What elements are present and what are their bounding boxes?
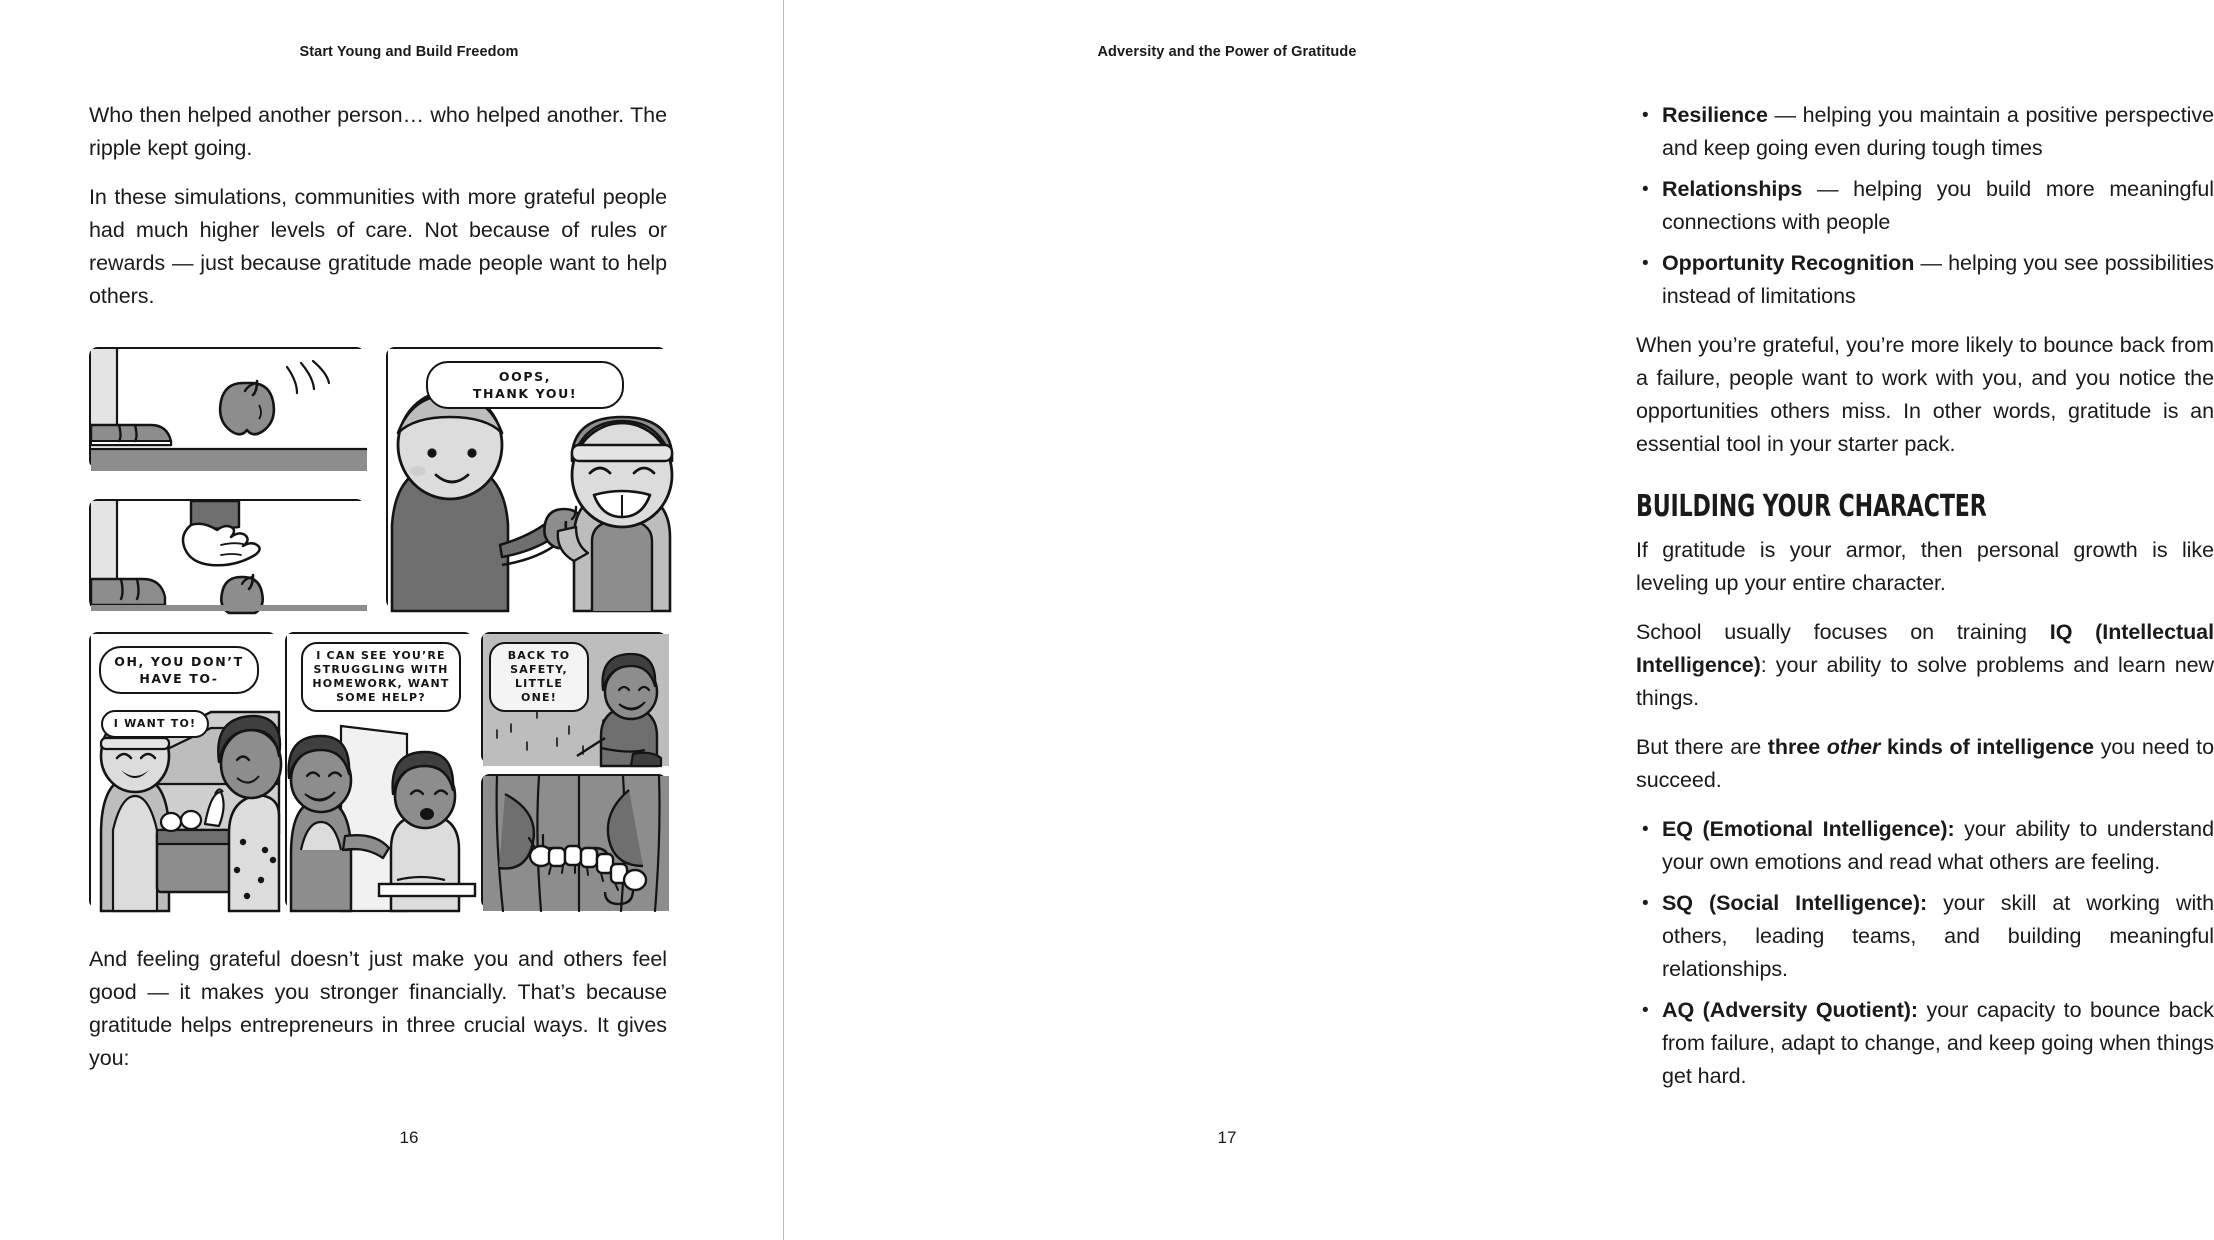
comic-panel-apple-falling — [89, 347, 365, 469]
comic-panel-thank-you — [386, 347, 667, 609]
bubble-line-1: I CAN SEE YOU’RE — [316, 649, 446, 662]
text-sq: your skill at working with others, leading teams, and building meaningful relationships. — [1662, 891, 2214, 981]
three-italic: other — [1826, 735, 1881, 759]
text-aq: your capacity to bounce back from failure, adapt to change, and keep going when things get hard. — [1662, 998, 2214, 1088]
bubble-line-1: BACK TO — [507, 649, 571, 662]
paragraph-three-other-kinds — [1636, 731, 2214, 797]
bubble-line-2: SAFETY, — [510, 663, 568, 676]
right-page-running-header: Adversity and the Power of Gratitude — [1097, 44, 1357, 60]
right-page-number: 17 — [1217, 1128, 1237, 1147]
text-eq: your ability to understand your own emotions and read what others are feeling. — [1662, 817, 2214, 874]
three-bold-2: kinds of intelligence — [1880, 735, 2095, 759]
three-post: you need to succeed. — [1636, 735, 2214, 792]
list-item-opportunity-recognition — [1636, 247, 2214, 313]
speech-bubble-back-to-safety — [489, 642, 589, 712]
list-item-aq — [1636, 994, 2214, 1093]
term-relationships: Relationships — [1662, 177, 1803, 201]
panel-7-art — [483, 776, 669, 911]
paragraph-simulations: In these simulations, communities with more grateful people had much higher levels of care. Not because of rules or rewards — just because gratitude made people want to help others. — [89, 185, 667, 308]
bubble-line-3: LITTLE ONE! — [514, 677, 564, 704]
dash-resilience: — — [1767, 103, 1803, 127]
comic-panel-groceries — [89, 632, 277, 909]
list-item-resilience — [1636, 99, 2214, 165]
three-bold-1: three — [1767, 735, 1827, 759]
term-sq: SQ (Social Intelligence): — [1662, 891, 1928, 915]
right-page — [818, 0, 2214, 1240]
term-aq: AQ (Adversity Quotient): — [1662, 998, 1919, 1022]
text-relationships: helping you build more meaningful connections with people — [1662, 177, 2214, 234]
comic-panel-hand-picking-apple — [89, 499, 365, 609]
list-item-relationships — [1636, 173, 2214, 239]
iq-bold: IQ (Intellectual Intelligence) — [1636, 620, 2214, 677]
comic-panel-homework-help — [285, 632, 473, 909]
list-item-sq — [1636, 887, 2214, 986]
paragraph-bounce-back: When you’re grateful, you’re more likely to bounce back from a failure, people want to work with you, and you notice the opportunities others miss. In other words, gratitude is an essential tool in your starter pack. — [1636, 333, 2214, 456]
speech-bubble-homework-help — [301, 642, 461, 712]
left-page-closing-text — [89, 943, 667, 1075]
dash-relationships: — — [1802, 177, 1854, 201]
speech-bubble-oops-thank-you — [426, 361, 624, 409]
left-page-running-header: Start Young and Build Freedom — [299, 44, 519, 60]
bubble-line-3: HOMEWORK, WANT — [312, 677, 450, 690]
bubble-line-1: OH, YOU DON’T — [114, 654, 244, 669]
iq-pre: School usually focuses on training — [1636, 620, 2050, 644]
comic-strip — [89, 347, 667, 909]
paragraph-armor: If gratitude is your armor, then personal growth is like leveling up your entire character. — [1636, 538, 2214, 595]
bubble-line-1: OOPS, — [498, 369, 552, 384]
comic-panel-back-to-safety — [481, 632, 667, 764]
speech-bubble-i-want-to — [101, 710, 209, 738]
left-page-body-text — [89, 99, 667, 329]
paragraph-financially-stronger: And feeling grateful doesn’t just make you and others feel good — it makes you stronger financially. That’s because gratitude helps entrepreneurs in three crucial ways. It gives you: — [89, 947, 667, 1070]
paragraph-iq — [1636, 616, 2214, 715]
iq-post: : your ability to solve problems and learn new things. — [1636, 653, 2214, 710]
text-resilience: helping you maintain a positive perspective and keep going even during tough times — [1662, 103, 2214, 160]
term-resilience: Resilience — [1662, 103, 1768, 127]
panel-2-art — [91, 501, 367, 611]
intelligence-types-list — [1636, 813, 2214, 1093]
bubble-line-2: HAVE TO- — [139, 671, 219, 686]
gratitude-benefits-list — [1636, 99, 2214, 313]
three-pre: But there are — [1636, 735, 1768, 759]
section-heading-building-your-character: BUILDING YOUR CHARACTER — [1636, 489, 1987, 524]
term-eq: EQ (Emotional Intelligence): — [1662, 817, 1955, 841]
left-page — [0, 0, 818, 1240]
term-opportunity-recognition: Opportunity Recognition — [1662, 251, 1915, 275]
bubble-line-2: THANK YOU! — [472, 386, 578, 401]
dash-opportunity: — — [1914, 251, 1949, 275]
speech-bubble-you-dont-have-to — [99, 646, 259, 694]
paragraph-ripple: Who then helped another person… who helped another. The ripple kept going. — [89, 103, 667, 160]
right-page-body-text — [1552, 99, 2214, 1109]
list-item-eq — [1636, 813, 2214, 879]
text-opportunity: helping you see possibilities instead of limitations — [1662, 251, 2214, 308]
bubble-line-2: STRUGGLING WITH — [313, 663, 449, 676]
panel-1-art — [91, 349, 367, 471]
comic-panel-caterpillar-on-tree — [481, 774, 667, 909]
bubble-line-4: SOME HELP? — [336, 691, 426, 704]
bubble-line-1: I WANT TO! — [113, 717, 197, 730]
left-page-number: 16 — [399, 1128, 419, 1147]
